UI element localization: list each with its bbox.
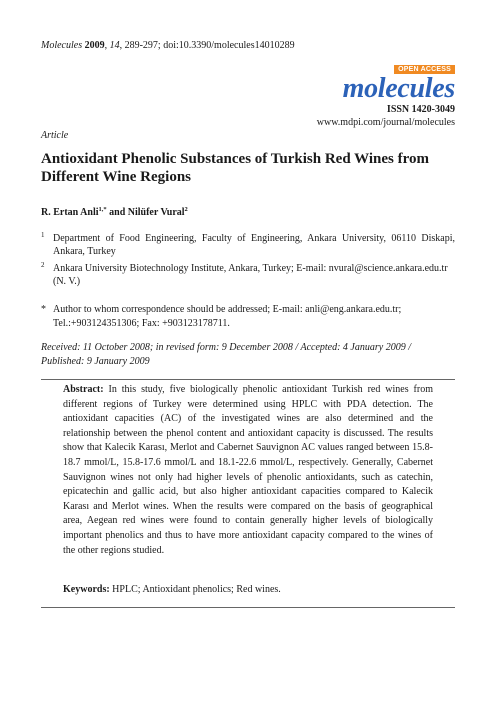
author-conjunction: and (109, 207, 126, 218)
affiliation-mark: 1 (41, 231, 45, 239)
affiliation-1 (41, 232, 455, 260)
divider-top (41, 379, 455, 380)
divider-bottom (41, 607, 455, 608)
article-title: Antioxidant Phenolic Substances of Turkish Red Wines from Different Wine Regions (41, 151, 430, 185)
citation-journal: Molecules (41, 40, 83, 51)
journal-logo: molecules (342, 73, 455, 104)
author-name: R. Ertan Anli (41, 207, 99, 218)
article-type: Article (41, 130, 69, 141)
keywords (63, 584, 281, 595)
issn: ISSN 1420-3049 (386, 104, 455, 115)
keywords-label: Keywords: (63, 584, 110, 595)
abstract-label: Abstract: (63, 384, 104, 395)
citation-volume: 14 (109, 40, 120, 51)
author-affiliation-mark: 2 (184, 206, 188, 213)
correspondence-mark: * (41, 304, 46, 315)
affiliation-mark: 2 (41, 261, 45, 269)
keywords-text: HPLC; Antioxidant phenolics; Red wines. (112, 584, 281, 595)
affiliation-text: Ankara University Biotechnology Institute, Ankara, Turkey; E-mail: nvural@science.ankara.edu.tr (N. V.) (53, 263, 448, 287)
open-access-badge: OPEN ACCESS (394, 65, 455, 74)
correspondence-note (41, 303, 455, 331)
citation-year: 2009 (84, 40, 105, 51)
affiliation-2 (41, 262, 455, 290)
correspondence-text: Author to whom correspondence should be addressed; E-mail: anli@eng.ankara.edu.tr; Tel.:+903124351306; Fax: +903123178711. (53, 304, 402, 329)
affiliation-text: Department of Food Engineering, Faculty of Engineering, Ankara University, 06110 Diskapi, Ankara, Turkey (53, 233, 455, 257)
publication-dates: Received: 11 October 2008; in revised form: 9 December 2008 / Accepted: 4 January 2009 / Published: 9 January 2009 (41, 342, 411, 367)
journal-url[interactable]: www.mdpi.com/journal/molecules (316, 117, 455, 128)
citation-line: Molecules 2009, 14, 289-297; doi:10.3390/molecules14010289 (41, 40, 295, 51)
author-name: Nilüfer Vural (127, 207, 185, 218)
abstract-text: In this study, five biologically phenolic antioxidant Turkish red wines from different regions of Turkey were determined using HPLC with PDA detection. The antioxidant capacities (AC) of the investigated wines are also determined and the relationship between the phenol content and antioxidant capacity is discussed. The results show that Kalecik Karası, Merlot and Cabernet Sauvignon AC values ranged between 15.8-18.7 mmol/L, 15.8-17.6 mmol/L and 18.1-22.6 mmol/L, respectively. Generally, Cabernet Sauvignon wines not only had higher levels of phenolic antioxidants, such as catechin, epicatechin and gallic acid, but also higher antioxidant capacities compared to Kalecik Karası and Merlot wines. When the results were compared on the basis of geographical area, Aegean red wines were found to contain generally higher levels of biologically important phenolics and thus to have more antioxidant capacity compared to the wines of the other regions studied. (63, 384, 433, 556)
abstract (63, 383, 433, 558)
citation-rest: , 289-297; doi:10.3390/molecules14010289 (119, 40, 295, 51)
author-affiliation-mark: 1,* (98, 206, 107, 213)
author-line (41, 206, 188, 218)
